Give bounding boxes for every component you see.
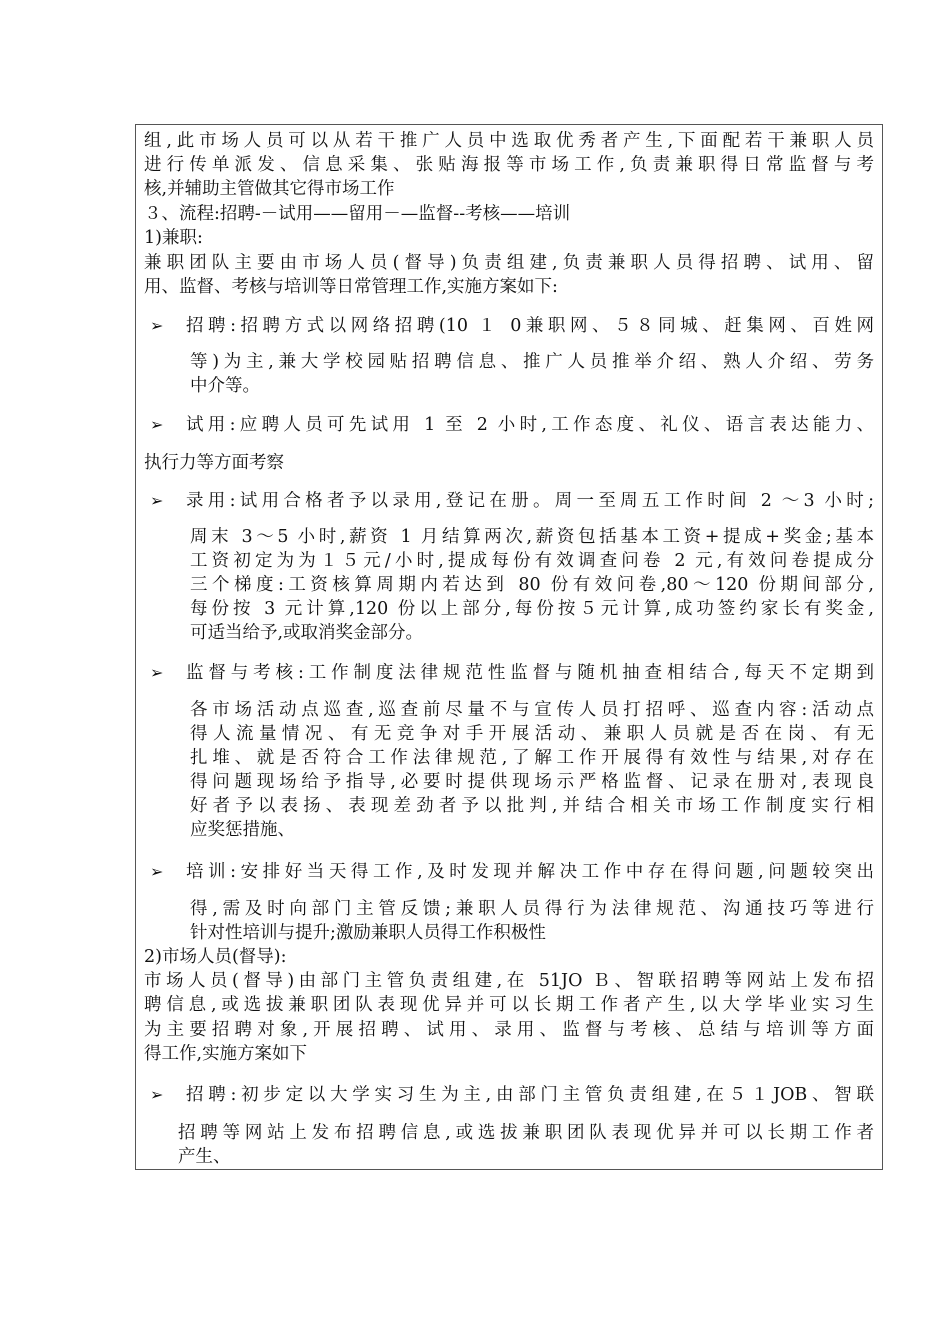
part2-desc-4: 得工作,实施方案如下: [144, 1044, 308, 1064]
intro-line-2: 进行传单派发、信息采集、张贴海报等市场工作,负责兼职得日常监督与考: [144, 155, 874, 175]
bullet-train: ➢ 培训:安排好当天得工作,及时发现并解决工作中存在得问题,问题较突出: [144, 860, 874, 885]
content-frame: [135, 124, 883, 1170]
part1-desc-1: 兼职团队主要由市场人员(督导)负责组建,负责兼职人员得招聘、试用、留: [144, 253, 874, 273]
supervise-cont-3: 扎堆、就是否符合工作法律规范,了解工作开展得有效性与结果,对存在: [190, 748, 874, 768]
arrow-bullet-icon: ➢: [150, 316, 164, 335]
supervise-cont-2: 得人流量情况、有无竞争对手开展活动、兼职人员就是否在岗、有无: [190, 724, 874, 744]
hire-cont-4: 每份按 3 元计算,120 份以上部分,每份按５元计算,成功签约家长有奖金,: [190, 599, 874, 619]
train-cont-2: 针对性培训与提升;激励兼职人员得工作积极性: [190, 923, 546, 943]
train-cont-1: 得,需及时向部门主管反馈;兼职人员得行为法律规范、沟通技巧等进行: [190, 899, 874, 919]
bullet-hire: ➢ 录用:试用合格者予以录用,登记在册。周一至周五工作时间 2 ～3 小时;: [144, 489, 874, 514]
supervise-cont-4: 得问题现场给予指导,必要时提供现场示严格监督、记录在册对,表现良: [190, 772, 874, 792]
arrow-bullet-icon: ➢: [150, 663, 164, 682]
arrow-bullet-icon: ➢: [150, 1085, 164, 1104]
part2-desc-2: 聘信息,或选拔兼职团队表现优异并可以长期工作者产生,以大学毕业实习生: [144, 995, 874, 1015]
hire-cont-5: 可适当给予,或取消奖金部分。: [190, 623, 424, 643]
intro-line-1: 组,此市场人员可以从若干推广人员中选取优秀者产生,下面配若干兼职人员: [144, 131, 874, 151]
recruit-cont-2: 中介等。: [190, 376, 260, 396]
hire-cont-2: 工资初定为为１５元/小时,提成每份有效调查问卷 2 元,有效问卷提成分: [190, 551, 874, 571]
recruit-cont-1: 等)为主,兼大学校园贴招聘信息、推广人员推举介绍、熟人介绍、劳务: [190, 352, 874, 372]
supervise-cont-5: 好者予以表扬、表现差劲者予以批判,并结合相关市场工作制度实行相: [190, 796, 874, 816]
intro-line-3: 核,并辅助主管做其它得市场工作: [144, 179, 395, 199]
part2-recruit-cont-2: 产生、: [178, 1147, 231, 1167]
bullet-supervise: ➢ 监督与考核:工作制度法律规范性监督与随机抽查相结合,每天不定期到: [144, 661, 874, 686]
trial-cont: 执行力等方面考察: [144, 453, 284, 473]
hire-cont-1: 周末 3～5 小时,薪资 1 月结算两次,薪资包括基本工资+提成+奖金;基本: [190, 527, 874, 547]
process-line: ３、流程:招聘-－试用——留用－—监督--考核——培训: [144, 204, 571, 224]
arrow-bullet-icon: ➢: [150, 491, 164, 510]
part2-heading: 2)市场人员(督导):: [144, 947, 287, 967]
bullet-recruit: ➢ 招聘:招聘方式以网络招聘(10 １ 0兼职网、５８同城、赶集网、百姓网: [144, 314, 874, 339]
part2-recruit-cont-1: 招聘等网站上发布招聘信息,或选拔兼职团队表现优异并可以长期工作者: [178, 1123, 874, 1143]
hire-cont-3: 三个梯度:工资核算周期内若达到 80 份有效问卷,80～120 份期间部分,: [190, 575, 874, 595]
part1-desc-2: 用、监督、考核与培训等日常管理工作,实施方案如下:: [144, 277, 558, 297]
supervise-cont-1: 各市场活动点巡查,巡查前尽量不与宣传人员打招呼、巡查内容:活动点: [190, 700, 874, 720]
arrow-bullet-icon: ➢: [150, 415, 164, 434]
bullet-trial: ➢ 试用:应聘人员可先试用 1 至 2 小时,工作态度、礼仪、语言表达能力、: [144, 413, 874, 438]
part1-heading: 1)兼职:: [144, 228, 203, 248]
arrow-bullet-icon: ➢: [150, 862, 164, 881]
supervise-cont-6: 应奖惩措施、: [190, 820, 295, 840]
part2-desc-3: 为主要招聘对象,开展招聘、试用、录用、监督与考核、总结与培训等方面: [144, 1020, 874, 1040]
part2-desc-1: 市场人员(督导)由部门主管负责组建,在 51JO Ｂ、智联招聘等网站上发布招: [144, 971, 874, 991]
bullet-part2-recruit: ➢ 招聘:初步定以大学实习生为主,由部门主管负责组建,在５１JOB、智联: [144, 1083, 874, 1108]
